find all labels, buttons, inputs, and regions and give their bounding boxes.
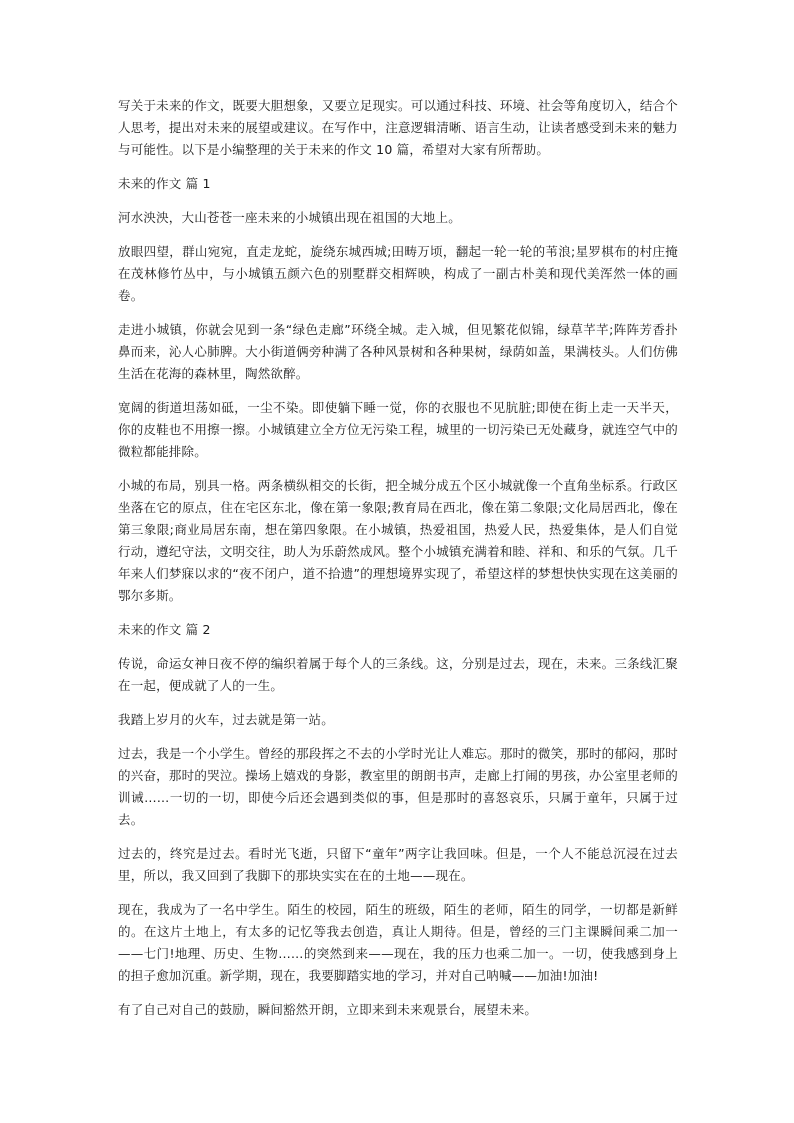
body-paragraph: 过去，我是一个小学生。曾经的那段挥之不去的小学时光让人难忘。那时的微笑，那时的郁闷，那时的兴奋，那时的哭泣。操场上嬉戏的身影，教室里的朗朗书声，走廊上打闹的男孩，办公室里老师的训诫……一切的一切，即使今后还会遇到类似的事，但是那时的喜怒哀乐，只属于童年，只属于过去。: [118, 746, 678, 827]
intro-paragraph: 写关于未来的作文，既要大胆想象，又要立足现实。可以通过科技、环境、社会等角度切入，结合个人思考，提出对未来的展望或建议。在写作中，注意逻辑清晰、语言生动，让读者感受到未来的魅力与可能性。以下是小编整理的关于未来的作文 10 篇，希望对大家有所帮助。: [118, 98, 678, 157]
body-paragraph: 我踏上岁月的火车，过去就是第一站。: [118, 712, 334, 727]
body-paragraph: 走进小城镇，你就会见到一条“绿色走廊”环绕全城。走入城，但见繁花似锦，绿草芊芊;阵阵芳香扑鼻而来，沁人心肺脾。大小街道俩旁种满了各种风景树和各种果树，绿荫如盖，果满枝头。人们仿佛生活在花海的森林里，陶然欲醉。: [118, 322, 678, 381]
document-page: [118, 95, 678, 1033]
section-heading: 未来的作文 篇 2: [118, 622, 211, 637]
body-paragraph: 小城的布局，别具一格。两条横纵相交的长街，把全城分成五个区小城就像一个直角坐标系。行政区坐落在它的原点，住在宅区东北，像在第一象限;教育局在西北，像在第二象限;文化局居西北，像在第三象限;商业局居东南，想在第四象限。在小城镇，热爱祖国，热爱人民，热爱集体，是人们自觉行动，遵纪守法，文明交往，助人为乐蔚然成风。整个小城镇充满着和睦、祥和、和乐的气氛。几千年来人们梦寐以求的“夜不闭户，道不拾遗”的理想境界实现了，希望这样的梦想快快实现在这美丽的鄂尔多斯。: [118, 478, 678, 603]
section-heading: 未来的作文 篇 1: [118, 176, 211, 191]
body-paragraph: 有了自己对自己的鼓励，瞬间豁然开朗，立即来到未来观景台，展望未来。: [118, 1002, 538, 1017]
body-paragraph: 放眼四望，群山宛宛，直走龙蛇，旋绕东城西城;田畴万顷，翻起一轮一轮的苇浪;星罗棋布的村庄掩在茂林修竹丛中，与小城镇五颜六色的别墅群交相辉映，构成了一副古朴美和现代美浑然一体的画卷。: [118, 244, 678, 303]
body-paragraph: 传说，命运女神日夜不停的编织着属于每个人的三条线。这，分别是过去，现在，未来。三条线汇聚在一起，便成就了人的一生。: [118, 656, 678, 693]
body-paragraph: 过去的，终究是过去。看时光飞逝，只留下“童年”两字让我回味。但是，一个人不能总沉浸在过去里，所以，我又回到了我脚下的那块实实在在的土地——现在。: [118, 846, 678, 883]
section-2: [118, 619, 678, 1021]
section-1: [118, 173, 678, 607]
body-paragraph: 宽阔的街道坦荡如砥，一尘不染。即使躺下睡一觉，你的衣服也不见肮脏;即使在街上走一天半天，你的皮鞋也不用擦一擦。小城镇建立全方位无污染工程，城里的一切污染已无处藏身，就连空气中的微粒都能排除。: [118, 400, 678, 459]
body-paragraph: 河水泱泱，大山苍苍一座未来的小城镇出现在祖国的大地上。: [118, 210, 461, 225]
body-paragraph: 现在，我成为了一名中学生。陌生的校园，陌生的班级，陌生的老师，陌生的同学，一切都是新鲜的。在这片土地上，有太多的记忆等我去创造，真让人期待。但是，曾经的三门主课瞬间乘二加一——七门!地理、历史、生物……的突然到来——现在，我的压力也乘二加一。一切，使我感到身上的担子愈加沉重。新学期，现在，我要脚踏实地的学习，并对自己呐喊——加油!加油!: [118, 902, 678, 983]
